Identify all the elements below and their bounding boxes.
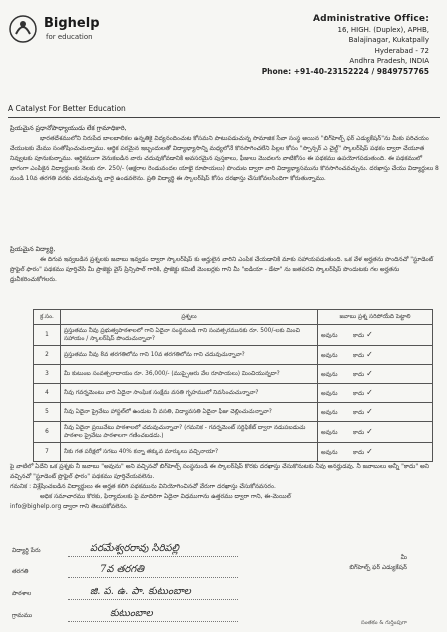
question-text: మీ కుటుంబ సంవత్సరాదాయం రూ. 36,000/- (ముప్పైఆరు వేల రూపాయలు) మించియున్నదా? — [61, 365, 318, 384]
stamp-note: సంతకం & గుర్తింపుగా — [360, 620, 407, 626]
checkmark-icon: ✓ — [366, 330, 373, 339]
col-question-header: ప్రశ్నలు — [61, 310, 318, 325]
answer-cell[interactable]: అవును కాదు ✓ — [318, 403, 433, 422]
village-line — [68, 621, 238, 622]
question-text: నీకు గత పరీక్షలో సగటు 40% కన్నా తక్కువ మార్కులు వచ్చినాయా? — [61, 443, 318, 462]
table-header-row — [34, 310, 433, 325]
answer-cell[interactable]: అవును కాదు ✓ — [318, 365, 433, 384]
col-num-header: క్ర.సం. — [34, 310, 61, 325]
instructions-paragraph: ఈ దిగువ ఇవ్వబడిన ప్రశ్నలకు జవాబు ఇవ్వడం ద్వారా స్కాలర్‌షిప్ కు అర్హులైన వారిని ఎంపిక చేయడానికి మాకు సహాయపడుతుంది. ఒక వేళ అర్హతను పొందినచో "స్టూడెంట్ ప్రొఫైల్ ఫారం" పథకము పూర్తిచేసి మీ ప్రాజెక్టు వైస్ ప్రిన్సిపాల్ గారికి, ప్రాజెక్టు కమిటీ మెంబర్లకు గాని మీ "ఐడియా - డేటా" ను జతపరచి స్కాలర్‌షిప్ పొందుటకు గల అర్హతను ధ్రువీకరించుకోగలరు. — [10, 256, 434, 283]
eligibility-questions-table — [33, 309, 433, 462]
village-value: కుటుంబాల — [110, 608, 153, 619]
office-address-block — [229, 14, 429, 77]
village-label: గ్రామము — [12, 612, 33, 619]
col-answer-header: జవాబు ప్రశ్న సరిపోయేది పెట్టాలి — [318, 310, 433, 325]
checkmark-icon: ✓ — [366, 447, 373, 456]
table-row: 3 మీ కుటుంబ సంవత్సరాదాయం రూ. 36,000/- (ముప్పైఆరు వేల రూపాయలు) మించియున్నదా? అవును కాదు ✓ — [34, 365, 433, 384]
letter-section-1 — [10, 124, 440, 184]
address-line-4: Andhra Pradesh, INDIA — [349, 57, 429, 65]
student-name-value: పరమేశ్వరరావు సిరిపల్లి — [90, 543, 179, 554]
address-line-1: 16, HIGH. (Duplex), APHB, — [337, 25, 429, 34]
school-value: జి. ప. ఉ. పా. కుటుంబాల — [90, 586, 191, 597]
bighelp-logo-icon — [8, 14, 38, 44]
class-value: 7వ తరగతి — [100, 564, 145, 575]
answer-cell[interactable]: అవును కాదు ✓ — [318, 325, 433, 346]
address-line-3: Hyderabad - 72 — [374, 46, 429, 55]
answer-cell[interactable]: అవును కాదు ✓ — [318, 346, 433, 365]
salutation-headmaster: ప్రియమైన ప్రధానోపాధ్యాయుడు లేక గ్రామాధికారి, — [10, 125, 127, 132]
contact-note: అధిక సమాచారము కొరకు, ఫిర్యాదులకు పై మాదిరిగా ఏదైనా విధముగాను ఉత్తరము ద్వారా గాని, ఈ-మెయిల్ — [40, 493, 291, 500]
footer-notes — [10, 462, 440, 512]
office-title: Administrative Office: — [312, 14, 429, 24]
checkmark-icon: ✓ — [366, 427, 373, 436]
student-name-label: విద్యార్థి పేరు — [12, 547, 41, 554]
answer-cell[interactable]: అవును కాదు ✓ — [318, 384, 433, 403]
answer-cell[interactable]: అవును కాదు ✓ — [318, 443, 433, 462]
table-row: 2 ప్రస్తుతము నీవు 8వ తరగతిలోను గాని 10వ తరగతిలోను గాని చదువుచున్నావా? అవును కాదు ✓ — [34, 346, 433, 365]
signature-block — [349, 553, 407, 573]
question-text: ప్రస్తుతము నీవు ప్రభుత్వపాఠశాలలో గాని ఏదైనా సంస్థనుండి గాని సంవత్సరమునకు రూ. 500/-లకు మించి సహాయం / స్కాలర్‌షిప్ పొందుచున్నావా? — [61, 325, 318, 346]
intro-paragraph: భారతదేశములోని నిరుపేద బాలబాలికల ఉన్నతికై విద్యనందించుట కోసమని పాటుపడుచున్న సామాజిక సేవా సంస్థ అయిన "బిగ్‌హెల్ప్ ఫర్ ఎడ్యుకేషన్"ను మీకు పరిచయం చేయుటకు మేము సంతోషించుచున్నాము. ఆర్థిక పరమైన ఇబ్బందులతో విద్యాభ్యాసాన్ని మధ్యలోనే కొనసాగించలేని పిల్లల కోసం "స్పాన్సర్ ఎ చైల్డ్" స్కాలర్‌షిప్ పథకం ద్వారా చేయూత నివ్వుటకు పూనుకున్నాము. ఆర్థికముగా వెనుకబడిన వారు చదువుకోవడానికి అవసరమైన పుస్తకాలు, ఫీజులు మొదలగు వాటికోసం ఈ పథకము ఉపయోగపడుతుంది. ఈ పథకములో భాగంగా ఎంపికైన విద్యార్థులకు నెలకు రూ. 250/- (అక్షరాల రెండువందల యాభై రూపాయలు) పొందుట ద్వారా వారి విద్యాభ్యాసమును కొనసాగించవచ్చును. దరఖాస్తు చేయు విద్యార్థులు 8 నుండి 10వ తరగతి వరకు చదువుచున్న వారై ఉండవలెను. ప్రతి విద్యార్థి ఈ స్కాలర్‌షిప్ కోసం దరఖాస్తు చేసుకోవలసిందిగా కోరుతున్నాము. — [10, 135, 439, 182]
question-text: నీవు ఏదైనా ప్రయివేటు పాఠశాలలో చదువుచున్నావా? (గమనిక - గవర్నమెంట్ సర్టిఫికేట్ ద్వారా నడుపబడుచు పాఠశాల ప్రైవేటు పాఠశాలగా గణించబడదు.) — [61, 422, 318, 443]
table-row: 5 నీవు ఏదైనా ప్రైవేటు హాస్టల్‌లో ఉండుట నీ వసతి, విద్యావసతి ఏదైనా ఫీజు చెల్లించుచున్నావా? అవును కాదు ✓ — [34, 403, 433, 422]
class-line — [68, 577, 238, 578]
letter-section-2 — [10, 245, 440, 285]
table-row: 1 ప్రస్తుతము నీవు ప్రభుత్వపాఠశాలలో గాని ఏదైనా సంస్థనుండి గాని సంవత్సరమునకు రూ. 500/-లకు మించి సహాయం / స్కాలర్‌షిప్ పొందుచున్నావా? అవును కాదు ✓ — [34, 325, 433, 346]
sign-yours: మీ — [400, 554, 407, 561]
checkmark-icon: ✓ — [366, 388, 373, 397]
contact-email: info@bighelp.org ద్వారా గాని తెలుపకోవలెను. — [10, 503, 128, 510]
table-row: 7 నీకు గత పరీక్షలో సగటు 40% కన్నా తక్కువ మార్కులు వచ్చినాయా? అవును కాదు ✓ — [34, 443, 433, 462]
table-row: 6 నీవు ఏదైనా ప్రయివేటు పాఠశాలలో చదువుచున్నావా? (గమనిక - గవర్నమెంట్ సర్టిఫికేట్ ద్వారా నడుపబడుచు పాఠశాల ప్రైవేటు పాఠశాలగా గణించబడదు.) అవును కాదు ✓ — [34, 422, 433, 443]
checkmark-icon: ✓ — [366, 350, 373, 359]
class-label: తరగతి — [12, 568, 29, 575]
catalyst-tagline: A Catalyst For Better Education — [8, 104, 126, 113]
table-row: 4 నీవు గవర్నమెంటు వారి ఏదైనా సాంఘిక సంక్షేమ వసతి గృహములో నివసించుచున్నావా? అవును కాదు ✓ — [34, 384, 433, 403]
eligibility-note: పై వాటిలో ఏదేని ఒక ప్రశ్నకు నీ జవాబు "అవును" అని వచ్చినచో బిగ్‌హెల్ప్ సంస్థనుండి ఈ స్కాలర్‌షిప్ కొరకు దరఖాస్తు చేసుకొనుటకు నీవు అనర్హుడవు. నీ జవాబులు అన్నీ "కాదు" అని వచ్చినచో "స్టూడెంట్ ప్రొఫైల్ ఫారం" పథకము పూర్తిచేయవలెను. — [10, 463, 430, 480]
important-note: గమనిక : విశ్లేషించబడిన విద్యార్థులు ఈ అర్హత కలిగి పథకమును వినియోగించినచో వేరుగా దరఖాస్తు చేసుకోనవసరం. — [10, 483, 276, 490]
checkmark-icon: ✓ — [366, 407, 373, 416]
phone-number: Phone: +91-40-23152224 / 9849757765 — [261, 66, 429, 76]
school-line — [68, 599, 238, 600]
student-name-line — [68, 556, 238, 557]
answer-cell[interactable]: అవును కాదు ✓ — [318, 422, 433, 443]
logo-name: Bighelp — [44, 16, 100, 31]
checkmark-icon: ✓ — [366, 369, 373, 378]
header-divider — [8, 117, 440, 118]
logo-tagline: for education — [46, 33, 93, 41]
question-text: ప్రస్తుతము నీవు 8వ తరగతిలోను గాని 10వ తరగతిలోను గాని చదువుచున్నావా? — [61, 346, 318, 365]
question-text: నీవు గవర్నమెంటు వారి ఏదైనా సాంఘిక సంక్షేమ వసతి గృహములో నివసించుచున్నావా? — [61, 384, 318, 403]
salutation-student: ప్రియమైన విద్యార్థి, — [10, 246, 56, 253]
address-line-2: Balajinagar, Kukatpally — [348, 36, 429, 44]
school-label: పాఠశాల — [12, 590, 32, 597]
sign-org: బిగ్‌హెల్ప్ ఫర్ ఎడ్యుకేషన్ — [349, 564, 407, 571]
question-text: నీవు ఏదైనా ప్రైవేటు హాస్టల్‌లో ఉండుట నీ వసతి, విద్యావసతి ఏదైనా ఫీజు చెల్లించుచున్నావా? — [61, 403, 318, 422]
